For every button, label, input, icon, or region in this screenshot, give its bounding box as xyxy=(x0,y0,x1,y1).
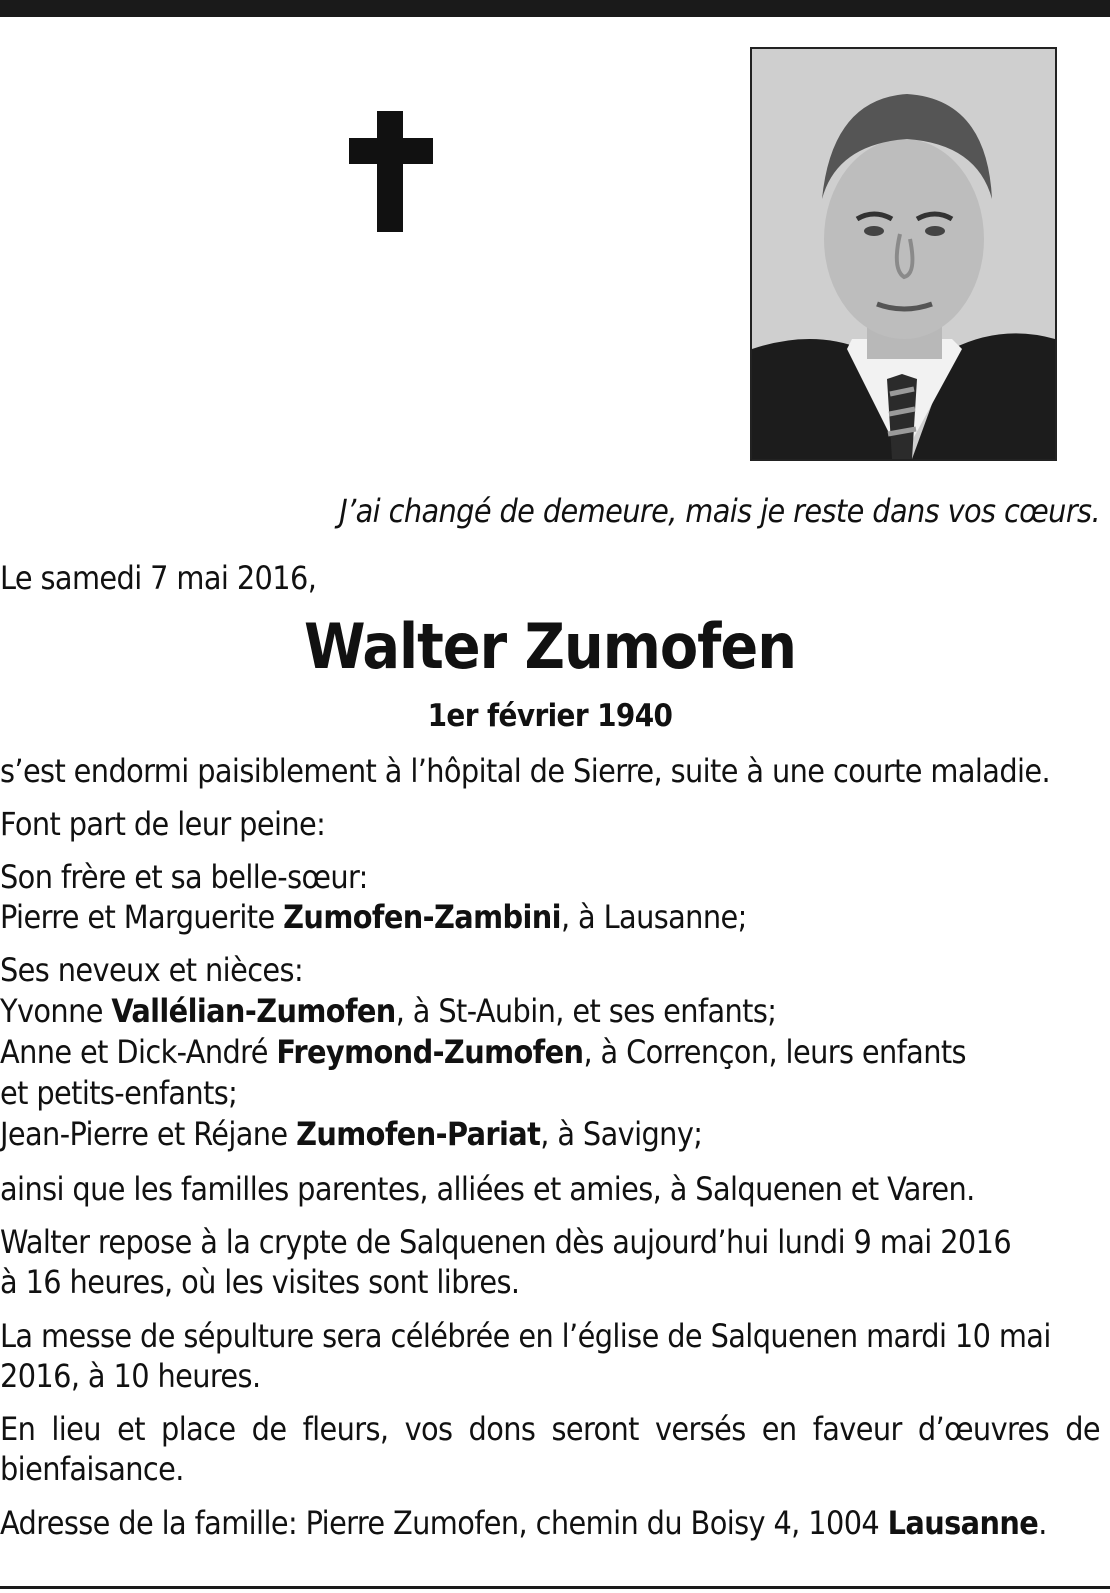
surname: Zumofen-Pariat xyxy=(296,1115,541,1153)
brother-line: Pierre et Marguerite Zumofen-Zambini, à Lausanne; xyxy=(0,898,747,936)
nephews-heading: Ses neveux et nièces: xyxy=(0,951,304,989)
nephew-line: Anne et Dick-André Freymond-Zumofen, à Corrençon, leurs enfants xyxy=(0,1033,966,1071)
flowers-line: En lieu et place de fleurs, vos dons seront versés en faveur d’œuvres de xyxy=(0,1410,1100,1448)
surname: Zumofen-Zambini xyxy=(283,898,561,936)
family-address: Adresse de la famille: Pierre Zumofen, chemin du Boisy 4, 1004 Lausanne. xyxy=(0,1504,1047,1542)
nephew-line: Jean-Pierre et Réjane Zumofen-Pariat, à Savigny; xyxy=(0,1115,703,1153)
flowers-line: bienfaisance. xyxy=(0,1450,184,1488)
cross-icon xyxy=(349,111,433,232)
date-line: Le samedi 7 mai 2016, xyxy=(0,559,317,597)
mass-line: La messe de sépulture sera célébrée en l’église de Salquenen mardi 10 mai xyxy=(0,1317,1051,1355)
brother-heading: Son frère et sa belle-sœur: xyxy=(0,858,368,896)
surname: Vallélian-Zumofen xyxy=(111,992,396,1030)
death-statement: s’est endormi paisiblement à l’hôpital de Sierre, suite à une courte maladie. xyxy=(0,752,1051,790)
portrait-photo xyxy=(750,47,1057,461)
repose-line: à 16 heures, où les visites sont libres. xyxy=(0,1263,520,1301)
nephew-line-continued: et petits-enfants; xyxy=(0,1074,238,1112)
surname: Freymond-Zumofen xyxy=(276,1033,584,1071)
families-line: ainsi que les familles parentes, alliées et amies, à Salquenen et Varen. xyxy=(0,1170,975,1208)
birth-date: 1er février 1940 xyxy=(427,698,673,734)
repose-line: Walter repose à la crypte de Salquenen dès aujourd’hui lundi 9 mai 2016 xyxy=(0,1223,1012,1261)
mass-line: 2016, à 10 heures. xyxy=(0,1357,261,1395)
nephew-line: Yvonne Vallélian-Zumofen, à St-Aubin, et ses enfants; xyxy=(0,992,777,1030)
deceased-name: Walter Zumofen xyxy=(304,610,796,683)
city: Lausanne xyxy=(887,1504,1039,1542)
bottom-rule xyxy=(0,1586,1110,1589)
top-rule xyxy=(0,0,1110,17)
grief-intro: Font part de leur peine: xyxy=(0,805,326,843)
epitaph-quote: J’ai changé de demeure, mais je reste dans vos cœurs. xyxy=(339,492,1100,530)
